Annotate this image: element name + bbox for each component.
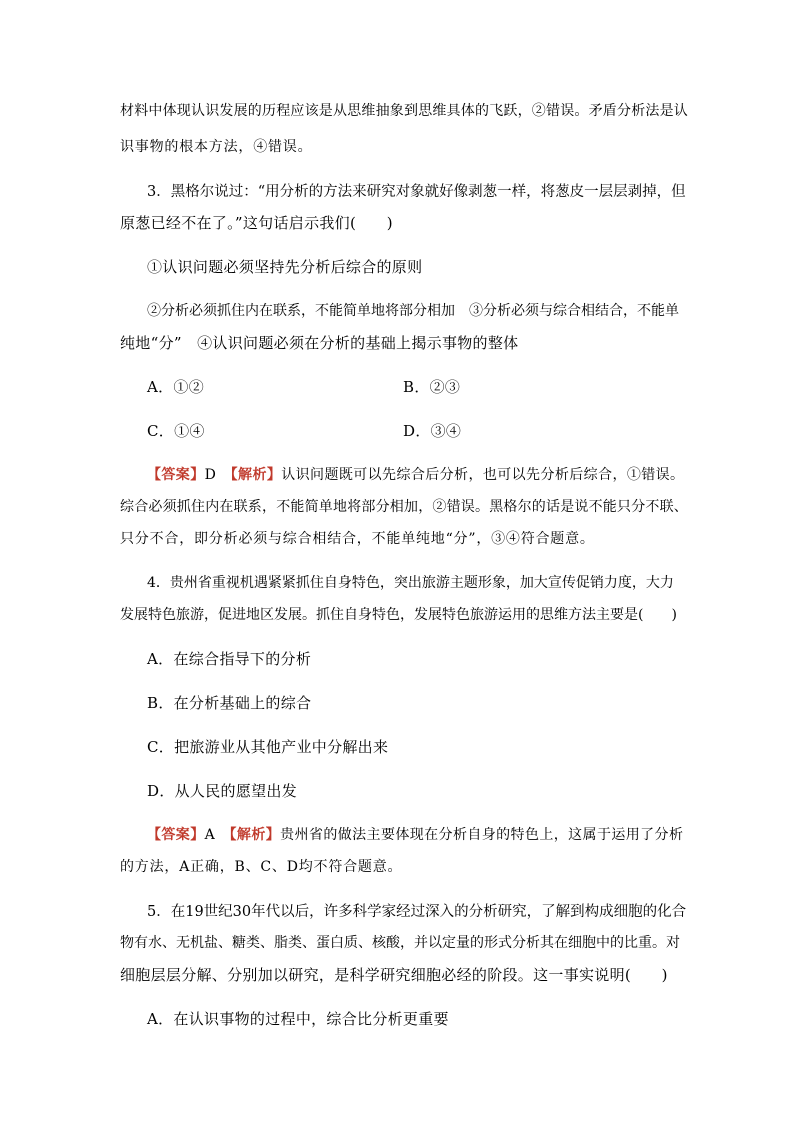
answer-value: A (204, 827, 230, 843)
analysis-text: 认识问题既可以先综合后分析，也可以先分析后综合，①错误。 (281, 467, 685, 483)
q3-stem-line-1: 3．黑格尔说过：“用分析的方法来研究对象就好像剥葱一样，将葱皮一层层剥掉，但 (147, 184, 686, 200)
q4-stem-line-2: 发展特色旅游，促进地区发展。抓住自身特色，发展特色旅游运用的思维方法主要是( ) (120, 607, 677, 623)
q5-stem-line-2: 物有水、无机盐、糖类、脂类、蛋白质、核酸，并以定量的形式分析其在细胞中的比重。对 (120, 935, 680, 951)
q3-option-a: A．①② (147, 378, 205, 396)
q5-option-a: A．在认识事物的过程中，综合比分析更重要 (147, 1010, 449, 1028)
q5-stem-line-1: 5．在19世纪30年代以后，许多科学家经过深入的分析研究，了解到构成细胞的化合 (147, 904, 687, 920)
analysis-tag: 【解析】 (229, 827, 281, 843)
q4-answer-line (147, 824, 683, 844)
q4-option-d: D．从人民的愿望出发 (147, 782, 298, 800)
answer-tag: 【答案】 (147, 467, 205, 483)
q3-option-b: B．②③ (403, 378, 461, 396)
q3-answer-line (147, 464, 684, 484)
analysis-tag: 【解析】 (230, 467, 282, 483)
q4-stem-line-1: 4．贵州省重视机遇紧紧抓住自身特色，突出旅游主题形象，加大宣传促销力度，大力 (147, 575, 674, 591)
prev-explanation-line-2: 识事物的根本方法，④错误。 (120, 139, 313, 155)
answer-value: D (204, 467, 231, 483)
q3-option-c: C．①④ (147, 422, 205, 440)
q3-option-d: D．③④ (403, 422, 462, 440)
q3-statement-3-4: 纯地“分” ④认识问题必须在分析的基础上揭示事物的整体 (120, 334, 519, 352)
q5-stem-line-3: 细胞层层分解、分别加以研究，是科学研究细胞必经的阶段。这一事实说明( ) (120, 966, 668, 984)
q3-analysis-line-3: 只分不合，即分析必须与综合相结合，不能单纯地“分”，③④符合题意。 (120, 531, 595, 547)
q4-option-c: C．把旅游业从其他产业中分解出来 (147, 738, 389, 756)
q4-analysis-line-2: 的方法，A正确，B、C、D均不符合题意。 (120, 859, 403, 875)
q4-option-a: A．在综合指导下的分析 (147, 650, 312, 668)
prev-explanation-line-1: 材料中体现认识发展的历程应该是从思维抽象到思维具体的飞跃，②错误。矛盾分析法是认 (120, 103, 688, 119)
q3-statement-2-3: ②分析必须抓住内在联系，不能简单地将部分相加 ③分析必须与综合相结合，不能单 (147, 303, 679, 319)
q3-analysis-line-2: 综合必须抓住内在联系，不能简单地将部分相加，②错误。黑格尔的话是说不能只分不联、 (120, 499, 688, 515)
q3-statement-1: ①认识问题必须坚持先分析后综合的原则 (147, 258, 423, 276)
q3-stem-line-2: 原葱已经不在了。”这句话启示我们( ) (120, 214, 393, 232)
analysis-text: 贵州省的做法主要体现在分析自身的特色上，这属于运用了分析 (280, 827, 684, 843)
q4-option-b: B．在分析基础上的综合 (147, 694, 312, 712)
answer-tag: 【答案】 (147, 827, 205, 843)
